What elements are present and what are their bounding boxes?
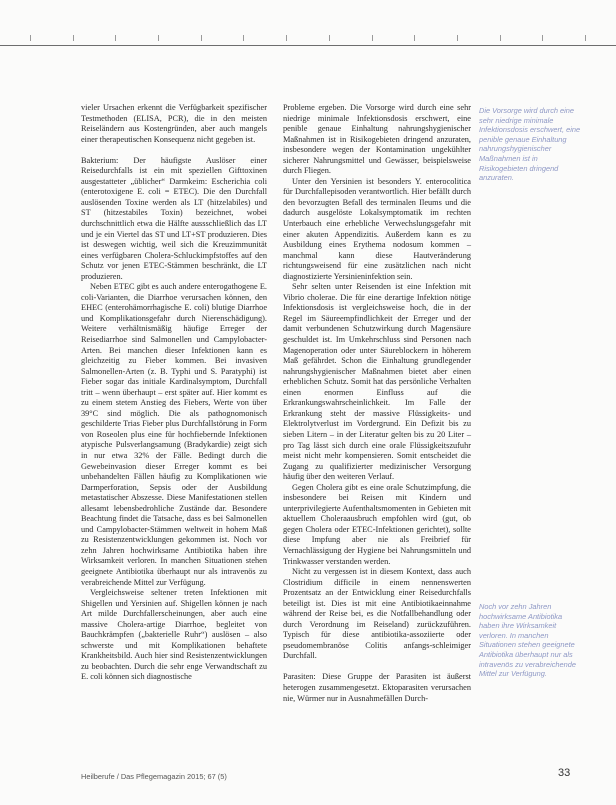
header-rule (0, 45, 616, 46)
paragraph: Neben ETEC gibt es auch andere enterogathogene E. coli-Varianten, die Diarrhoe verursachen können, den EHEC (enterohämorrhagische E. coli) blutige Diarrhoe und Komplikationsgefahr durch Nierenschädigung). Weitere verhältnismäßig häufige Erreger der Reisediarrhoe sind Salmonellen und Campylobacter-Arten. Bei manchen dieser Infektionen kann es gleichzeitig zu Fieber kommen. Bei invasiven Salmonellen-Arten (z. B. Typhi und S. Paratyphi) ist Fieber sogar das initiale Kardinalsymptom, Durchfall tritt – wenn überhaupt – erst später auf. Hier kommt es zu einem stetem Anstieg des Fiebers, Werte von über 39°C sind möglich. Die als pathognomonisch geschilderte Trias Fieber plus Durchfallstörung in Form von Roseolen plus eine für hochfiebernde Infektionen atypische Pulsverlangsamung (Bradykardie) zeigt sich in nur etwa 32% der Fälle. Bedingt durch die Gewebeinvasion dieser Erreger kommt es bei unbehandelten Fällen häufig zu Komplikationen wie Darmperforation, Sepsis oder der Ausbildung metastatischer Abszesse. Diese Manifestationen stellen allesamt lebensbedrohliche Zustände dar. Besondere Beachtung findet die Tatsache, dass es bei Salmonellen und Campylobacter-Stämmen weltweit in hohem Maß zu Resistenzentwicklungen gekommen ist. Noch vor zehn Jahren hochwirksame Antibiotika haben ihre Wirksamkeit verloren. In manchen Situationen stehen geeignete Antibiotika überhaupt nur als intravenös zu verabreichende Mittel zur Verfügung. (81, 282, 267, 587)
paragraph: Nicht zu vergessen ist in diesem Kontext, dass auch Clostridium difficile in einem nennenswerten Prozentsatz an der Entwicklung einer Reisedurchfalls beteiligt ist. Dies ist mit eine Antibiotikaeinnahme während der Reise bei, es die Notfallbehandlung oder durch Verordnung im Reiseland) zurückzuführen. Typisch für diese antibiotika-assoziierte oder pseudomembranöse Colitis anfangs-schleimiger Durchfall. (283, 567, 471, 661)
crop-marks (0, 35, 616, 43)
footer-journal: Heilberufe / Das Pflegemagazin 2015; 67 (5) (81, 772, 227, 781)
text-column-right (283, 103, 471, 704)
pull-quote-top: Die Vorsorge wird durch eine sehr niedrige minimale Infektionsdosis erschwert, eine penible genaue Einhaltung nahrungshygienischer Maßnahmen ist in Risikogebieten dringend anzuraten. (479, 106, 581, 183)
paragraph: Unter den Yersinien ist besonders Y. enterocolitica für Durchfallepisoden verantwortlich. Hier befällt durch den bevorzugten Befall des terminalen Ileums und die dadurch ausgelöste Lokalsymptomatik im rechten Unterbauch eine erhebliche Verwechslungsgefahr mit einer akuten Appendizitis. Außerdem kann es zu Ausbildung eines Erythema nodosum kommen – manchmal kann diese Hautveränderung richtungsweisend für eine zusätzlichen nach nicht diagnostizierte Yersinieninfektion sein. (283, 176, 471, 281)
paragraph: Probleme ergeben. Die Vorsorge wird durch eine sehr niedrige minimale Infektionsdosis erschwert, eine penible genaue Einhaltung nahrungshygienischer Maßnahmen ist in Risikogebieten dringend anzuraten, insbesondere wegen der Kontamination ungekühlter sicherer Nahrungsmittel und Gewässer, beispielsweise durch Fliegen. (283, 103, 471, 176)
paragraph: Gegen Cholera gibt es eine orale Schutzimpfung, die insbesondere bei Reisen mit Kindern und unterprivilegierte Aufenthaltsmomenten in Gebieten mit aktuellem Choleraausbruch empfohlen wird (gut, ob gegen Cholera oder ETEC-Infektionen gerichtet), sollte diese Impfung aber nie als Freibrief für Vernachlässigung der Hygiene bei Nahrungsmitteln und Trinkwasser verstanden werden. (283, 482, 471, 566)
paragraph: vieler Ursachen erkennt die Verfügbarkeit spezifischer Testmethoden (ELISA, PCR), die in den meisten Reiseländern aus Kostengründen, aber auch mangels einer therapeutischen Konsequenz nicht gegeben ist. (81, 103, 267, 144)
page-number: 33 (558, 767, 571, 779)
pull-quote-bottom: Noch vor zehn Jahren hochwirksame Antibiotika haben ihre Wirksamkeit verloren. In manchen Situationen stehen geeignete Antibiotika überhaupt nur als intravenös zu verabreichende Mittel zur Verfügung. (479, 602, 576, 679)
paragraph-parasiten: Parasiten: Diese Gruppe der Parasiten ist äußerst heterogen zusammengesetzt. Ektoparasiten verursachen nie, Würmer nur in Ausnahmefällen Durch- (283, 672, 471, 703)
paragraph-bakterium: Bakterium: Der häufigste Auslöser einer Reisedurchfalls ist ein mit speziellen Gifttoxinen ausgestatteter „üblicher“ Darmkeim: Escherichia coli (enterotoxigene E. coli = ETEC). Die den Durchfall auslösenden Toxine werden als LT (hitzelabiles) und ST (hitzestabiles Toxin) bezeichnet, wobei durchschnittlich etwa die Hälfte aussschließlich das LT und je ein Viertel das ST und LT+ST produzieren. Dies ist deswegen wichtig, weil sich die Kreuzimmunität eines verfügbaren Cholera-Schluckimpfstoffes auf den Schutz vor jenen ETEC-Stämmen beschränkt, die LT produzieren. (81, 155, 267, 281)
paragraph: Vergleichsweise seltener treten Infektionen mit Shigellen und Yersinien auf. Shigellen können je nach Art milde Durchfallerscheinungen, aber auch eine massive Cholera-artige Diarrhoe, begleitet von Bauchkrämpfen („bakterielle Ruhr“) auslösen – also schwerste und mit Komplikationen behaftete Krankheitsbild. Auch hier sind Resistenzentwicklungen zu beobachten. Durch die sehr enge Verwandtschaft zu E. coli können sich diagnostische (81, 588, 267, 682)
text-column-left (81, 103, 267, 683)
paragraph: Sehr selten unter Reisenden ist eine Infektion mit Vibrio cholerae. Die für eine derartige Infektion nötige Infektionsdosis ist vergleichsweise hoch, die in der Regel im Säureempfindlichkeit der Erreger und der damit verbundenen Schutzwirkung durch Magensäure geschuldet ist. Im Umkehrschluss sind Personen nach Magenoperation oder unter Säureblockern in höherem Maß gefährdet. Schon die Einhaltung grundlegender nahrungshygienischer Maßnahmen bietet aber einen erheblichen Schutz. Somit hat das persönliche Verhalten einen enormen Einfluss auf die Erkrankungswahrscheinlichkeit. Im Falle der Erkrankung steht der massive Flüssigkeits- und Elektrolytverlust im Vordergrund. Ein Defizit bis zu sieben Litern – in der Literatur gelten bis zu 20 Liter – pro Tag lässt sich durch eine orale Flüssigkeitszufuhr meist nicht mehr kompensieren. Somit entscheidet die Zugang zu qualifizierter medizinischer Versorgung häufig über den weiteren Verlauf. (283, 282, 471, 482)
